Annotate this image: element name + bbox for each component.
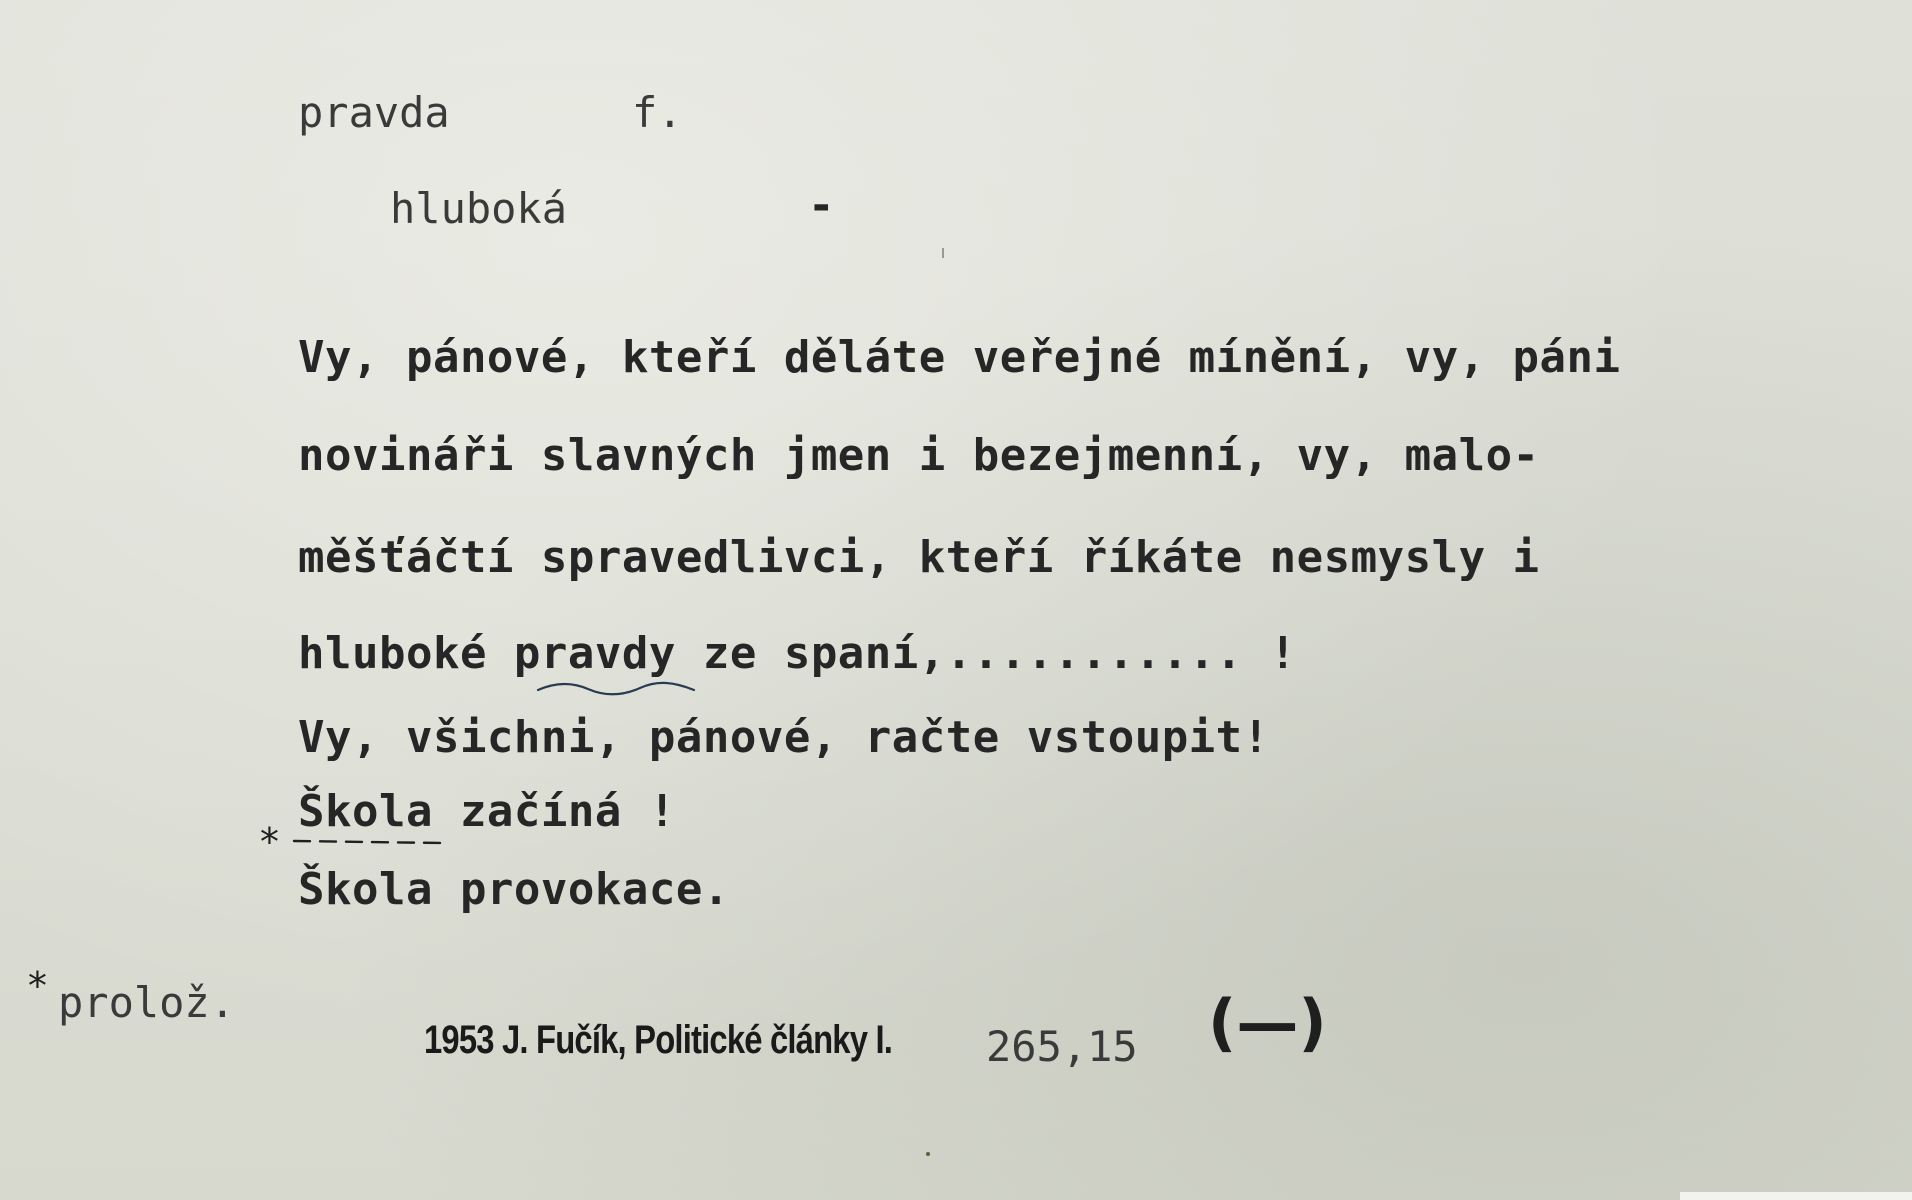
source-stamp: 1953 J. Fučík, Politické články I. (424, 1018, 893, 1062)
quote-line-2: novináři slavných jmen i bezejmenní, vy, malo- (298, 430, 1540, 481)
collocation: hluboká (390, 184, 568, 233)
quote-line-4: hluboké pravdy ze spaní,........... ! (298, 628, 1297, 679)
quote-line-3: měšťáčtí spravedlivci, kteří říkáte nesmysly i (298, 532, 1540, 583)
spacing-asterisk: * (258, 820, 281, 864)
quote-line-7: Škola provokace. (298, 864, 730, 915)
headword: pravda (298, 88, 450, 137)
quote-line-1: Vy, pánové, kteří děláte veřejné mínění, vy, páni (298, 332, 1621, 383)
dashed-underline (292, 834, 452, 848)
paper-speck (942, 248, 944, 258)
page-line-reference: 265,15 (986, 1022, 1138, 1071)
scan-edge (1680, 1192, 1912, 1200)
margin-note: prolož. (58, 978, 236, 1027)
gender-label: f. (632, 88, 683, 137)
closing-mark: (—) (1208, 986, 1327, 1059)
note-asterisk: * (26, 964, 49, 1008)
paper-speck (926, 1152, 930, 1156)
quote-line-5: Vy, všichni, pánové, račte vstoupit! (298, 712, 1270, 763)
quote-line-6: Škola začíná ! (298, 786, 676, 837)
collocation-dash: - (808, 180, 835, 231)
wavy-underline (536, 678, 696, 700)
